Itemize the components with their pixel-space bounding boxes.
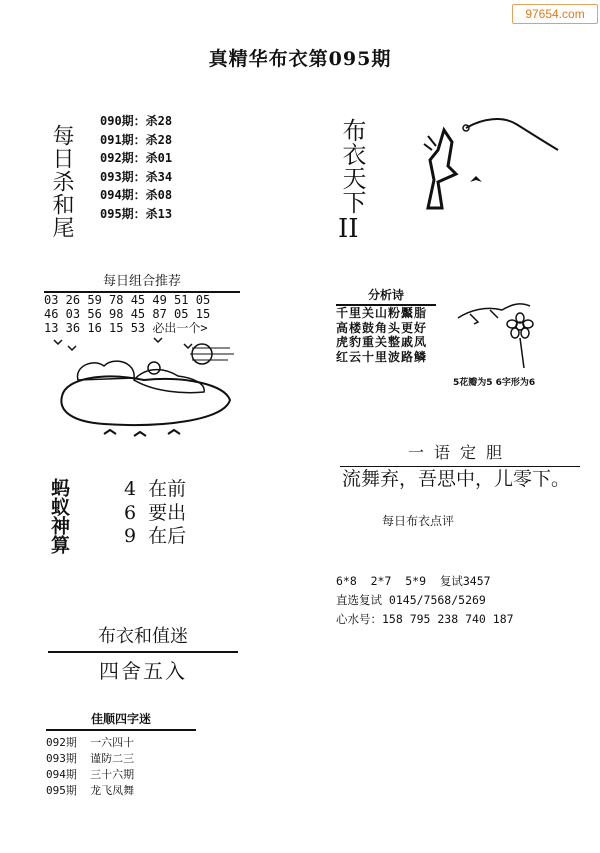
site-watermark: 97654.com — [512, 4, 598, 24]
buyi-title: 布衣天下 — [338, 118, 366, 214]
kill-row: 091期：杀28 — [100, 132, 173, 147]
poem-line: 高楼鼓角头更好 — [336, 320, 428, 335]
review-row: 6*8 2*7 5*9 复试3457 — [336, 574, 491, 588]
review-title: 每日布衣点评 — [382, 514, 455, 528]
daily-kill-title: 每日杀和尾 — [49, 124, 74, 239]
ant-title: 蚂蚁神算 — [48, 478, 70, 554]
four-char-row: 093期 谨防二三 — [46, 752, 135, 765]
page-title: 真精华布衣第095期 — [208, 48, 392, 70]
ant-row: 6 要出 — [124, 501, 187, 524]
combo-row: 03 26 59 78 45 49 51 05 — [44, 293, 211, 307]
ant-row: 9 在后 — [124, 525, 187, 547]
kill-row: 094期：杀08 — [100, 188, 173, 203]
flower-branch-illustration — [450, 288, 570, 372]
review-row: 直选复试 0145/7568/5269 — [336, 593, 486, 607]
four-char-section — [46, 710, 196, 799]
poem-body — [336, 306, 427, 364]
ant-list — [124, 478, 186, 549]
combo-title: 每日组合推荐 — [44, 270, 240, 293]
yiyu-text: 流舞弃，吾思中，儿零下。 — [342, 468, 571, 490]
tree-bird-illustration — [408, 110, 568, 220]
four-char-row: 094期 三十六期 — [46, 768, 135, 781]
review-row: 心水号：158 795 238 740 187 — [336, 612, 514, 626]
kill-row: 095期：杀13 — [100, 206, 173, 221]
poem-line: 千里关山粉黶脂 — [336, 306, 428, 320]
buyi-mi-section — [48, 622, 238, 684]
poem-line: 红云十里波路鳞 — [336, 349, 428, 364]
daily-kill-list — [100, 112, 172, 224]
review-body — [336, 572, 514, 629]
reclining-scholar-illustration — [44, 336, 244, 444]
combo-row: 46 03 56 98 45 87 05 15 — [44, 307, 211, 321]
yiyu-title: 一语定胆 — [340, 440, 580, 467]
kill-row: 093期：杀34 — [100, 169, 173, 184]
buyi-roman: II — [338, 214, 359, 244]
combo-row: 13 36 16 15 53 必出一个> — [44, 321, 208, 335]
kill-row: 090期：杀28 — [100, 114, 173, 128]
poem-title: 分析诗 — [336, 286, 436, 306]
four-char-row: 095期 龙飞凤舞 — [46, 784, 135, 797]
buyi-mi-title: 布衣和值迷 — [48, 622, 238, 653]
combo-section — [44, 270, 240, 335]
poem-line: 虎豹重关整戚凤 — [336, 335, 428, 349]
four-char-title: 佳顺四字迷 — [46, 710, 196, 731]
flower-note: 5花瓣为5 6字形为6 — [453, 378, 536, 388]
buyi-mi-answer: 四舍五入 — [99, 659, 187, 683]
four-char-row: 092期 一六四十 — [46, 736, 135, 749]
kill-row: 092期：杀01 — [100, 151, 173, 166]
ant-row: 4 在前 — [124, 478, 187, 500]
